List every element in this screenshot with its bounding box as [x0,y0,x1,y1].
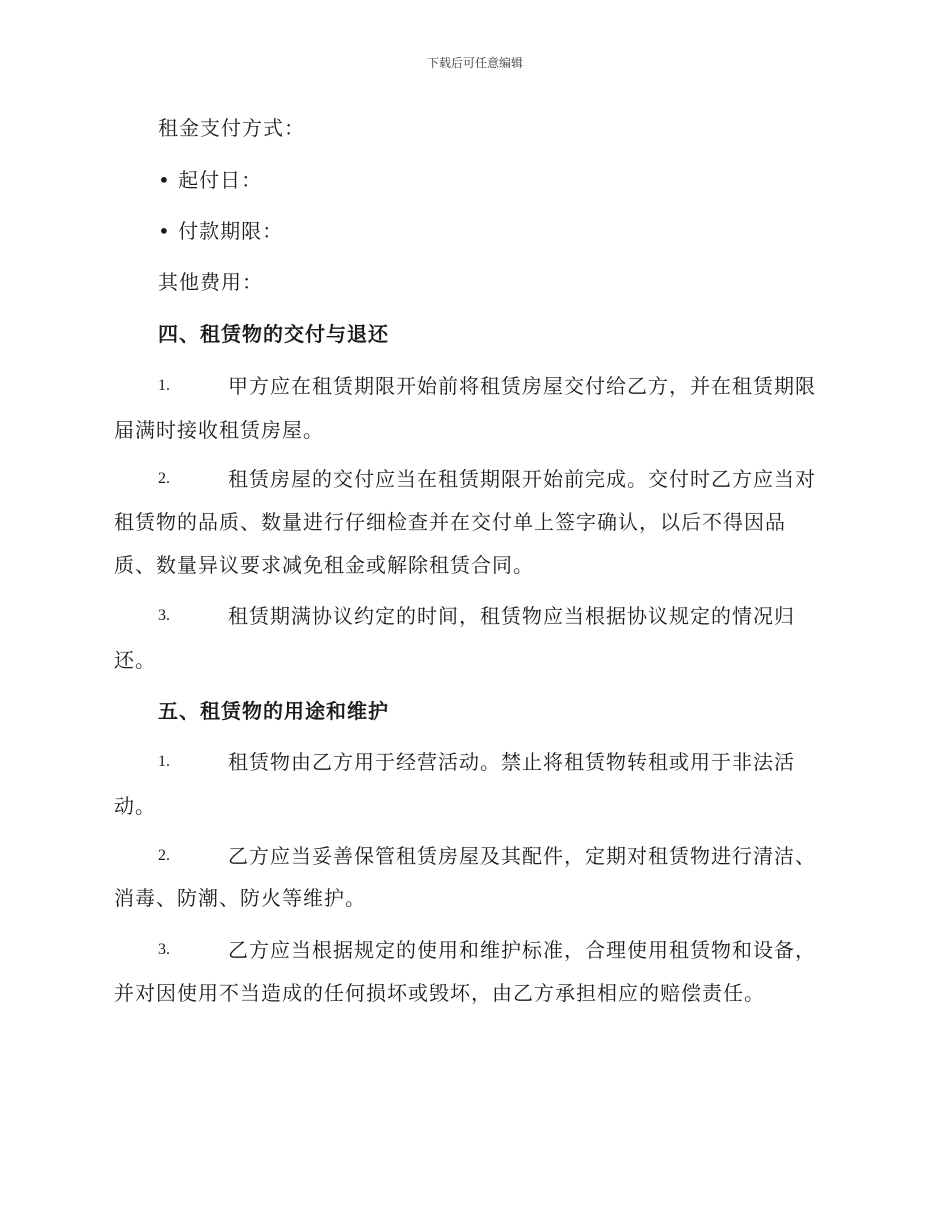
item-text-line: 届满时接收租赁房屋。 [114,418,324,442]
item-text-line: 消毒、防潮、防火等维护。 [114,886,366,910]
item-text-line: 并对因使用不当造成的任何损坏或毁坏，由乙方承担相应的赔偿责任。 [114,981,765,1005]
item-text-line: 乙方应当根据规定的使用和维护标准，合理使用租赁物和设备， [228,938,816,962]
item-number: 2. [158,847,170,864]
item-number: 3. [158,607,170,624]
item-text-line: 乙方应当妥善保管租赁房屋及其配件，定期对租赁物进行清洁、 [228,844,816,868]
item-text-line: 质、数量异议要求减免租金或解除租赁合同。 [114,553,534,577]
payment-method-label: 租金支付方式： [158,116,305,140]
section-5-title: 五、租赁物的用途和维护 [158,699,389,723]
item-text-line: 租赁期满协议约定的时间，租赁物应当根据协议规定的情况归 [228,604,795,628]
item-text-line: 动。 [114,794,156,818]
other-fees-label: 其他费用： [158,270,263,294]
item-number: 1. [158,753,170,770]
start-date-label: • 起付日： [158,168,263,192]
payment-period-label: • 付款期限： [158,219,284,243]
page-header: 下载后可任意编辑 [426,56,523,70]
item-text-line: 租赁房屋的交付应当在租赁期限开始前完成。交付时乙方应当对 [228,467,816,491]
item-text-line: 甲方应在租赁期限开始前将租赁房屋交付给乙方，并在租赁期限 [228,374,816,398]
item-text-line: 租赁物的品质、数量进行仔细检查并在交付单上签字确认，以后不得因品 [114,510,786,534]
section-4-title: 四、租赁物的交付与退还 [158,322,389,346]
item-text-line: 租赁物由乙方用于经营活动。禁止将租赁物转租或用于非法活 [228,750,795,774]
item-text-line: 还。 [114,648,156,672]
item-number: 2. [158,470,170,487]
item-number: 3. [158,941,170,958]
item-number: 1. [158,377,170,394]
